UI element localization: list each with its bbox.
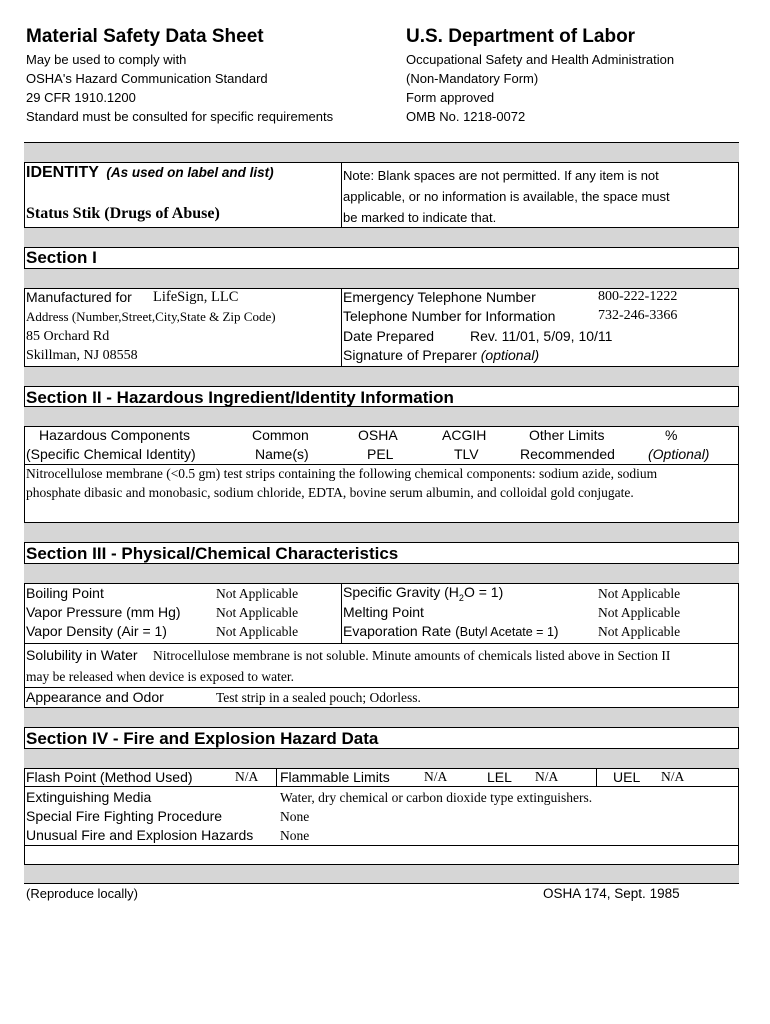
info-phone-value: 732-246-3366 — [598, 308, 678, 323]
col-other-limits: Other Limits — [529, 427, 605, 443]
section-3-title: Section III - Physical/Chemical Characteristics — [26, 544, 399, 563]
rule — [24, 386, 739, 387]
evaporation-rate-label-a: Evaporation Rate ( — [343, 623, 460, 639]
column-divider — [596, 768, 597, 786]
rule — [24, 247, 739, 248]
lel-label: LEL — [487, 769, 512, 785]
signature-note: (optional) — [480, 347, 540, 363]
identity-note-line-3: be marked to indicate that. — [343, 210, 497, 225]
col-osha: OSHA — [358, 427, 398, 443]
manufacturer-value: LifeSign, LLC — [153, 289, 239, 305]
solubility-value-line-1: Nitrocellulose membrane is not soluble. Minute amounts of chemicals listed above in Section II — [153, 648, 671, 663]
address-line-1: 85 Orchard Rd — [26, 329, 110, 344]
column-divider — [341, 288, 342, 366]
band-section4 — [24, 748, 739, 768]
boiling-point-label: Boiling Point — [26, 585, 104, 601]
specific-gravity-value: Not Applicable — [598, 586, 681, 601]
compliance-line-1: May be used to comply with — [26, 52, 187, 67]
rule — [24, 643, 739, 644]
vapor-density-label: Vapor Density (Air = 1) — [26, 623, 167, 639]
band-section3 — [24, 563, 739, 583]
info-phone-label: Telephone Number for Information — [343, 308, 556, 324]
boiling-point-value: Not Applicable — [216, 586, 299, 601]
uel-label: UEL — [613, 769, 641, 785]
solubility-label: Solubility in Water — [26, 647, 138, 663]
date-prepared-label: Date Prepared — [343, 328, 435, 344]
appearance-value: Test strip in a sealed pouch; Odorless. — [216, 690, 421, 705]
vapor-density-value: Not Applicable — [216, 624, 299, 639]
band-section1-end — [24, 366, 739, 386]
emergency-phone-value: 800-222-1222 — [598, 289, 678, 304]
footer-reproduce: (Reproduce locally) — [26, 886, 138, 901]
extinguishing-media-value: Water, dry chemical or carbon dioxide type extinguishers. — [280, 790, 593, 805]
band-section3-end — [24, 707, 739, 727]
band-section2-end — [24, 522, 739, 542]
solubility-value-line-2: may be released when device is exposed to water. — [26, 669, 295, 684]
evaporation-rate-label-end: ) — [553, 623, 559, 639]
agency-line-3: Form approved — [406, 90, 495, 105]
special-procedure-label: Special Fire Fighting Procedure — [26, 808, 223, 824]
band-section1 — [24, 268, 739, 288]
unusual-hazards-label: Unusual Fire and Explosion Hazards — [26, 827, 254, 843]
lel-value: N/A — [535, 769, 559, 784]
rule — [24, 864, 739, 865]
col-common: Common — [252, 427, 309, 443]
band-top — [24, 142, 739, 162]
col-acgih: ACGIH — [442, 427, 487, 443]
section-1-title: Section I — [26, 248, 97, 267]
extinguishing-media-label: Extinguishing Media — [26, 789, 152, 805]
specific-gravity-subscript: 2 — [458, 592, 464, 603]
manufacturer-label: Manufactured for — [26, 289, 132, 305]
specific-gravity-label-a: Specific Gravity (H — [343, 584, 459, 600]
identity-note-line-1: Note: Blank spaces are not permitted. If any item is not — [343, 168, 659, 183]
band-section2 — [24, 406, 739, 426]
rule — [24, 142, 739, 143]
melting-point-value: Not Applicable — [598, 605, 681, 620]
col-recommended: Recommended — [520, 446, 615, 462]
identity-note-line-2: applicable, or no information is available, the space must — [343, 189, 670, 204]
form-title: Material Safety Data Sheet — [26, 26, 264, 47]
melting-point-label: Melting Point — [343, 604, 424, 620]
signature-row — [343, 347, 539, 363]
rule — [24, 727, 739, 728]
agency-line-1: Occupational Safety and Health Administration — [406, 52, 675, 67]
ingredients-line-1: Nitrocellulose membrane (<0.5 gm) test strips containing the following chemical components: sodium azide, sodium — [26, 466, 658, 481]
col-tlv: TLV — [454, 446, 479, 462]
agency-line-2: (Non-Mandatory Form) — [406, 71, 539, 86]
band-bottom — [24, 864, 739, 883]
rule — [24, 707, 739, 708]
column-divider — [341, 162, 342, 227]
col-percent: % — [665, 427, 678, 443]
rule — [24, 522, 739, 523]
emergency-phone-label: Emergency Telephone Number — [343, 289, 536, 305]
address-label: Address (Number,Street,City,State & Zip Code) — [26, 309, 276, 324]
agency-title: U.S. Department of Labor — [406, 26, 636, 47]
ingredients-line-2: phosphate dibasic and monobasic, sodium chloride, EDTA, bovine serum albumin, and colloidal gold conjugate. — [26, 485, 634, 500]
compliance-line-4: Standard must be consulted for specific requirements — [26, 109, 334, 124]
signature-label: Signature of Preparer — [343, 347, 477, 363]
flammable-limits-label: Flammable Limits — [280, 769, 390, 785]
compliance-line-2: OSHA's Hazard Communication Standard — [26, 71, 268, 86]
rule — [24, 845, 739, 846]
footer-form-number: OSHA 174, Sept. 1985 — [543, 886, 680, 901]
flash-point-label: Flash Point (Method Used) — [26, 769, 193, 785]
identity-label-note: (As used on label and list) — [106, 165, 274, 180]
product-name: Status Stik (Drugs of Abuse) — [26, 205, 220, 222]
agency-line-4: OMB No. 1218-0072 — [406, 109, 526, 124]
rule — [24, 786, 739, 787]
flammable-limits-value: N/A — [424, 769, 448, 784]
unusual-hazards-value: None — [280, 828, 310, 843]
col-hazardous-components: Hazardous Components — [39, 427, 190, 443]
section-2-title: Section II - Hazardous Ingredient/Identity Information — [26, 388, 454, 407]
identity-label: IDENTITY — [26, 164, 99, 181]
rule — [24, 366, 739, 367]
date-prepared-value: Rev. 11/01, 5/09, 10/11 — [470, 328, 613, 344]
evaporation-rate-ref: Butyl Acetate = 1 — [459, 625, 554, 639]
rule — [24, 542, 739, 543]
appearance-label: Appearance and Odor — [26, 689, 164, 705]
rule — [24, 883, 739, 884]
column-divider — [341, 583, 342, 643]
rule — [24, 464, 739, 465]
column-divider — [276, 768, 277, 786]
rule — [24, 687, 739, 688]
flash-point-value: N/A — [235, 769, 259, 784]
vapor-pressure-value: Not Applicable — [216, 605, 299, 620]
special-procedure-value: None — [280, 809, 310, 824]
specific-gravity-label-b: O = 1) — [463, 584, 504, 600]
specific-gravity-label — [343, 584, 503, 603]
evaporation-rate-value: Not Applicable — [598, 624, 681, 639]
rule — [24, 162, 739, 163]
col-optional: (Optional) — [648, 446, 710, 462]
evaporation-rate-label — [343, 623, 559, 639]
section-4-title: Section IV - Fire and Explosion Hazard Data — [26, 729, 379, 748]
col-specific-identity: (Specific Chemical Identity) — [26, 446, 196, 462]
uel-value: N/A — [661, 769, 685, 784]
address-line-2: Skillman, NJ 08558 — [26, 348, 138, 363]
band-identity — [24, 227, 739, 247]
identity-heading — [26, 164, 274, 182]
col-pel: PEL — [367, 446, 394, 462]
rule — [24, 268, 739, 269]
compliance-line-3: 29 CFR 1910.1200 — [26, 90, 136, 105]
vapor-pressure-label: Vapor Pressure (mm Hg) — [26, 604, 181, 620]
col-names: Name(s) — [255, 446, 309, 462]
